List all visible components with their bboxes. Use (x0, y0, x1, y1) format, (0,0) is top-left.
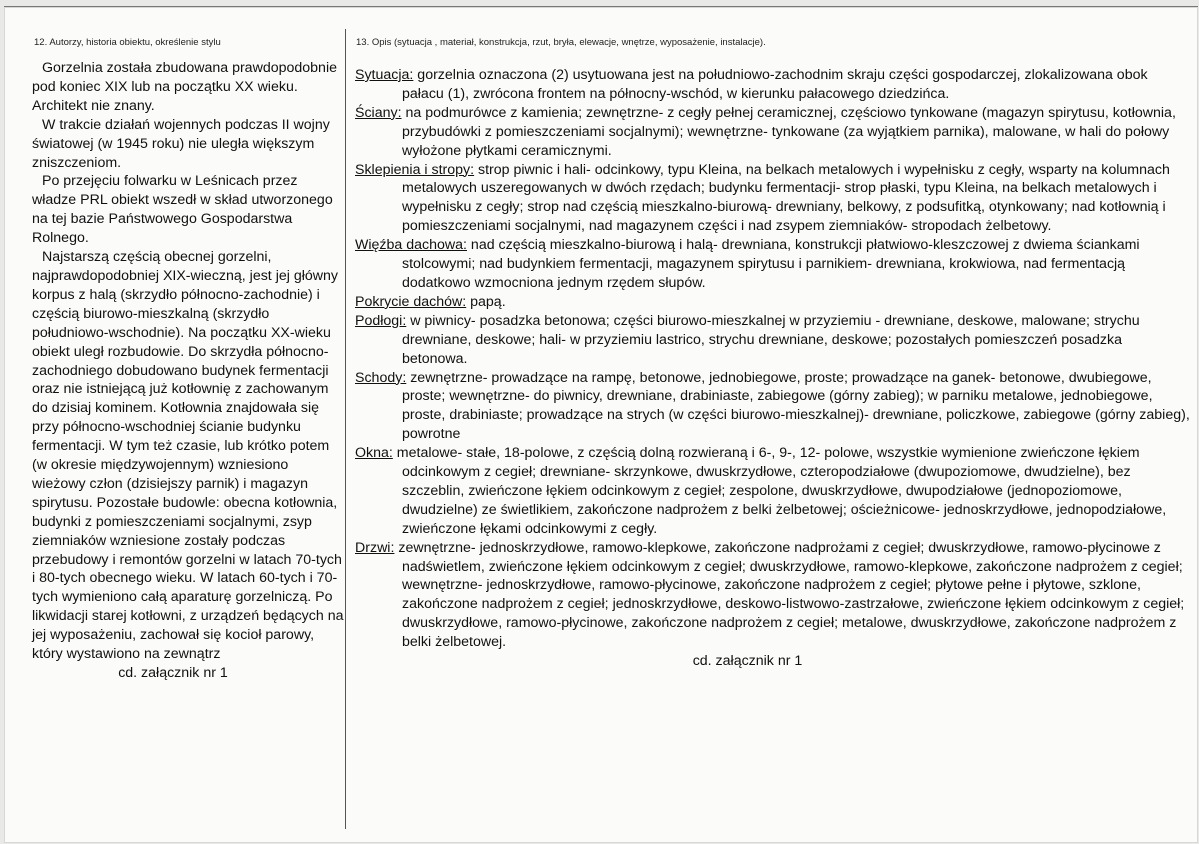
description-header: 13. Opis (sytuacja , materiał, konstrukcja, rzut, bryła, elewacje, wnętrze, wyposażenie, instalacje). (356, 37, 766, 48)
section-title: Sytuacja: (355, 67, 414, 83)
history-appendix-ref: cd. załącznik nr 1 (118, 665, 228, 681)
section-title: Drzwi: (355, 539, 395, 556)
section-floors (355, 312, 1190, 369)
section-windows (355, 444, 1190, 539)
section-ceilings (355, 161, 1190, 237)
section-text: papą. (466, 293, 506, 310)
section-text: zewnętrzne- jednoskrzydłowe, ramowo-klepkowe, zakończone nadprożami z cegieł; dwuskrzydłowe, ramowo-płycinowe z nadświetlem, zwieńczone łękiem odcinkowym z cegieł; dwuskrzydłowe, ramowo-klepkowe, zakończone nadprożem z cegieł; wewnętrzne- jednoskrzydłowe, ramowo-płycinowe, zakończone nadprożem z cegieł; płytowe pełne i płytowe, szklone, zakończone nadprożem z cegieł; jednoskrzydłowe, deskowo-listwowo-zastrzałowe, zwieńczone łękiem odcinkowym z cegieł; dwuskrzydłowe, ramowo-płycinowe, zakończone nadprożem z cegieł; metalowe, dwuskrzydłowe, zakończone nadprożem z belki żelbetowej. (394, 539, 1185, 651)
section-text: w piwnicy- posadzka betonowa; części biurowo-mieszkalnej w przyziemiu - drewniane, deskowe, malowane; strychu drewniane, deskowe; hali- w przyziemiu lastrico, strychu drewniane, deskowe; pozostałych pomieszczeń posadzka betonowa. (402, 312, 1140, 367)
section-text: zewnętrzne- prowadzące na rampę, betonowe, jednobiegowe, proste; prowadzące na ganek- betonowe, dwubiegowe, proste; wewnętrzne- do piwnicy, drewniane, drabiniaste, zabiegowe (górny zabieg); w parniku metalowe, jednobiegowe, proste, drabiniaste; prowadzące na strych (w części biurowo-mieszkalnej)- drewniane, policzkowe, zabiegowe (górny zabieg), powrotne (402, 369, 1190, 443)
section-title: Pokrycie dachów: (355, 293, 467, 310)
column-divider (345, 29, 346, 829)
history-paragraph: Najstarszą częścią obecnej gorzelni, najprawdopodobniej XIX-wieczną, jest jej główny korpus z halą (skrzydło północno-zachodnie) i częścią biurowo-mieszkalną (skrzydło południowo-wschodnie). Na początku XX-wieku obiekt uległ rozbudowie. Do skrzydła północno-zachodniego dobudowano budynek fermentacji oraz nie istniejącą już kotłownię z zachowanym do dzisiaj kominem. Kotłownia znajdowała się przy północno-wschodniej ścianie budynku fermentacji. W tym też czasie, lub krótko potem (w okresie międzywojennym) wzniesiono wieżowy człon (dzisiejszy parnik) i magazyn spirytusu. Pozostałe budowle: obecna kotłownia, budynki z pomieszczeniami socjalnymi, zsyp ziemniaków wzniesione zostały podczas przebudowy i remontów gorzelni w latach 70-tych i 80-tych obecnego wieku. W latach 60-tych i 70-tych wymieniono całą aparaturę gorzelniczą. Po likwidacji starej kotłowni, z urządzeń będących na jej wyposażeniu, zachował się kocioł parowy, który wystawiono na zewnątrz (32, 249, 344, 663)
section-location (355, 66, 1190, 104)
history-paragraph: Po przejęciu folwarku w Leśnicach przez władze PRL obiekt wszedł w skład utworzonego na tej bazie Państwowego Gospodarstwa Rolnego. (32, 173, 333, 247)
description-column (355, 66, 1190, 671)
description-appendix-ref: cd. załącznik nr 1 (692, 653, 803, 670)
history-paragraph: Gorzelnia została zbudowana prawdopodobnie pod koniec XIX lub na początku XX wieku. Architekt nie znany. (32, 60, 337, 114)
section-text: gorzelnia oznaczona (2) usytuowana jest na południowo-zachodnim skraju części gospodarczej, zlokalizowana obok pałacu (1), zwrócona frontem na północny-wschód, w kierunku pałacowego dziedzińca. (402, 67, 1148, 102)
section-doors (355, 539, 1190, 652)
document-sheet (4, 6, 1198, 843)
section-title: Ściany: (355, 104, 402, 121)
section-stairs (355, 369, 1190, 445)
history-paragraph: W trakcie działań wojennych podczas II wojny światowej (w 1945 roku) nie uległa większym zniszczeniom. (32, 116, 330, 171)
section-title: Schody: (355, 369, 407, 386)
section-roof-truss (355, 236, 1190, 293)
history-header: 12. Autorzy, historia obiektu, określenie stylu (34, 37, 221, 48)
section-text: nad częścią mieszkalno-biurową i halą- drewniana, konstrukcji płatwiowo-kleszczowej z dwiema ściankami stolcowymi; nad budynkiem fermentacji, magazynem spirytusu i parnikiem- drewniana, krokwiowa, nad fermentacją dodatkowo wzmocniona jednym rzędem słupów. (402, 237, 1140, 291)
section-roofing (355, 293, 1190, 312)
section-title: Podłogi: (355, 312, 407, 329)
section-text: metalowe- stałe, 18-polowe, z częścią dolną rozwieraną i 6-, 9-, 12- polowe, wszystkie wymienione zwieńczone łękiem odcinkowym z cegieł; drewniane- skrzynkowe, dwuskrzydłowe, czteropodziałowe (dwupoziomowe, dwudzielne), bez szczeblin, zwieńczone łękiem odcinkowym z cegieł; zespolone, dwuskrzydłowe, dwupodziałowe (jednopoziomowe, dwudzielne) ze świetlikiem, zakończone nadprożem z belki żelbetowej; ościeżnicowe- jednoskrzydłowe, jednopodziałowe, zwieńczone łękami odcinkowymi z cegły. (392, 445, 1167, 537)
section-title: Okna: (355, 445, 393, 462)
section-title: Więźba dachowa: (355, 237, 467, 254)
section-text: strop piwnic i hali- odcinkowy, typu Kleina, na belkach metalowych i wypełnisku z cegły, wsparty na kolumnach metalowych uszeregowanych w dwóch rzędach; budynku fermentacji- strop płaski, typu Kleina, na belkach metalowych i wypełnisku z cegły; strop nad częścią mieszkalno-biurową- drewniany, belkowy, z podsufitką, otynkowany; nad kotłownią i pomieszczeniami socjalnymi, nad magazynem części i nad zsypem ziemniaków- stropodach żelbetowy. (402, 161, 1170, 235)
section-text: na podmurówce z kamienia; zewnętrzne- z cegły pełnej ceramicznej, częściowo tynkowane (magazyn spirytusu, kotłownia, przybudówki z pomieszczeniami socjalnymi); wewnętrzne- tynkowane (za wyjątkiem parnika), malowane, w hali do połowy wyłożone płytkami ceramicznymi. (401, 104, 1176, 159)
section-walls (355, 104, 1190, 161)
history-column (32, 59, 344, 683)
section-title: Sklepienia i stropy: (355, 161, 475, 178)
